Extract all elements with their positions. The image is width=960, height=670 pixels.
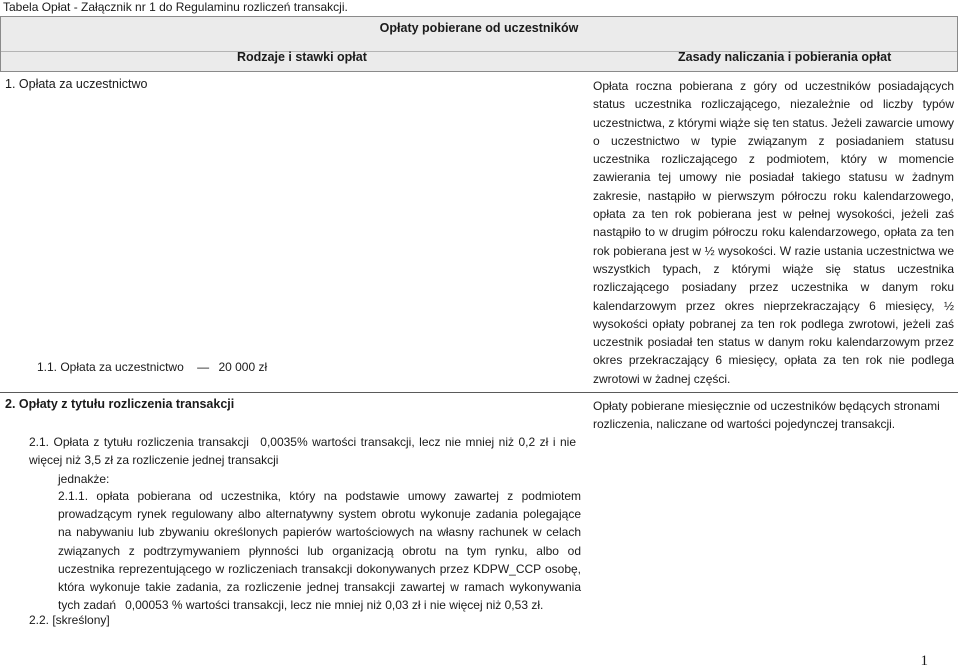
participation-fee-rules: Opłata roczna pobierana z góry od uczestników posiadających status uczestnika rozliczającego, niezależnie od liczby typów uczestnictwa, z którymi wiąże się ten status. Jeżeli zawarcie umowy o uczestnictwo w typie związanym z posiadaniem statusu uczestnika rozliczającego z podmiotem, który w momencie zawierania tej umowy nie posiadał takiego statusu w żadnym zakresie, nastąpiło w pierwszym półroczu roku kalendarzowego, opłata za ten rok pobierana jest w pełnej wysokości, jeżeli zaś nastąpiło to w drugim półroczu roku kalendarzowego, opłata za ten rok pobierana jest w ½ wysokości. W razie ustania uczestnictwa we wszystkich typach, z którymi wiąże się status uczestnika rozliczającego posiadany przez uczestnika w danym roku kalendarzowym przez okres nieprzekraczający 6 miesięcy, ½ wysokości opłaty pobranej za ten rok podlega zwrotowi, jeżeli zaś uczestnik posiadał ten status w danym roku kalendarzowym przez okres przekraczający 6 miesięcy, opłata za ten rok nie podlega zwrotowi w żadnej części. xyxy=(593,79,954,386)
item-label: 1.1. Opłata za uczestnictwo xyxy=(37,360,184,374)
table-row-participation-fee xyxy=(0,72,958,393)
item-2-1-1-value: 0,00053 % wartości transakcji, lecz nie mniej niż 0,03 zł i nie więcej niż 0,53 zł. xyxy=(119,598,544,613)
item-2-1: 2.1. Opłata z tytułu rozliczenia transakcji 0,0035% wartości transakcji, lecz nie mniej niż 0,2 zł i nie więcej niż 3,5 zł za rozliczenie jednej transakcji xyxy=(29,435,576,468)
item-value: 20 000 zł xyxy=(218,360,268,374)
section-title-participation: 1. Opłata za uczestnictwo xyxy=(5,77,148,91)
table-header xyxy=(0,16,958,72)
item-2-2: 2.2. [skreślony] xyxy=(29,613,110,627)
item-2-1-1 xyxy=(58,487,581,614)
column-header-rates: Rodzaje i stawki opłat xyxy=(237,50,367,64)
section-title-clearing: 2. Opłaty z tytułu rozliczenia transakcji xyxy=(5,397,235,411)
item-participation-fee xyxy=(37,360,267,374)
table-row-clearing-fees xyxy=(0,393,958,668)
item-2-1-1-text: 2.1.1. opłata pobierana od uczestnika, który na podstawie umowy zawartej z podmiotem prowadzącym rynek regulowany albo alternatywny system obrotu wykonuje zadania polegające na nabywaniu lub zbywaniu określonych papierów wartościowych na własny rachunek w celach związanych z podtrzymywaniem płynności lub organizacją obrotu na tym rynku, albo od uczestnika reprezentującego w rozliczeniach transakcji dokonywanych przez KDPW_CCP osobę, która wykonuje takie zadania, za rozliczenie jednej transakcji zawartej w ramach wykonywania tych zadań xyxy=(58,489,581,613)
dash-separator: — xyxy=(197,360,210,374)
clearing-fee-rules: Opłaty pobierane miesięcznie od uczestników będących stronami rozliczenia, naliczane od wartości pojedynczej transakcji. xyxy=(593,399,940,432)
however-label: jednakże: xyxy=(58,472,110,486)
column-header-rules: Zasady naliczania i pobierania opłat xyxy=(678,50,892,64)
document-header: Tabela Opłat - Załącznik nr 1 do Regulaminu rozliczeń transakcji. xyxy=(3,0,348,14)
table-title: Opłaty pobierane od uczestników xyxy=(379,21,579,35)
page-number: 1 xyxy=(920,653,928,669)
